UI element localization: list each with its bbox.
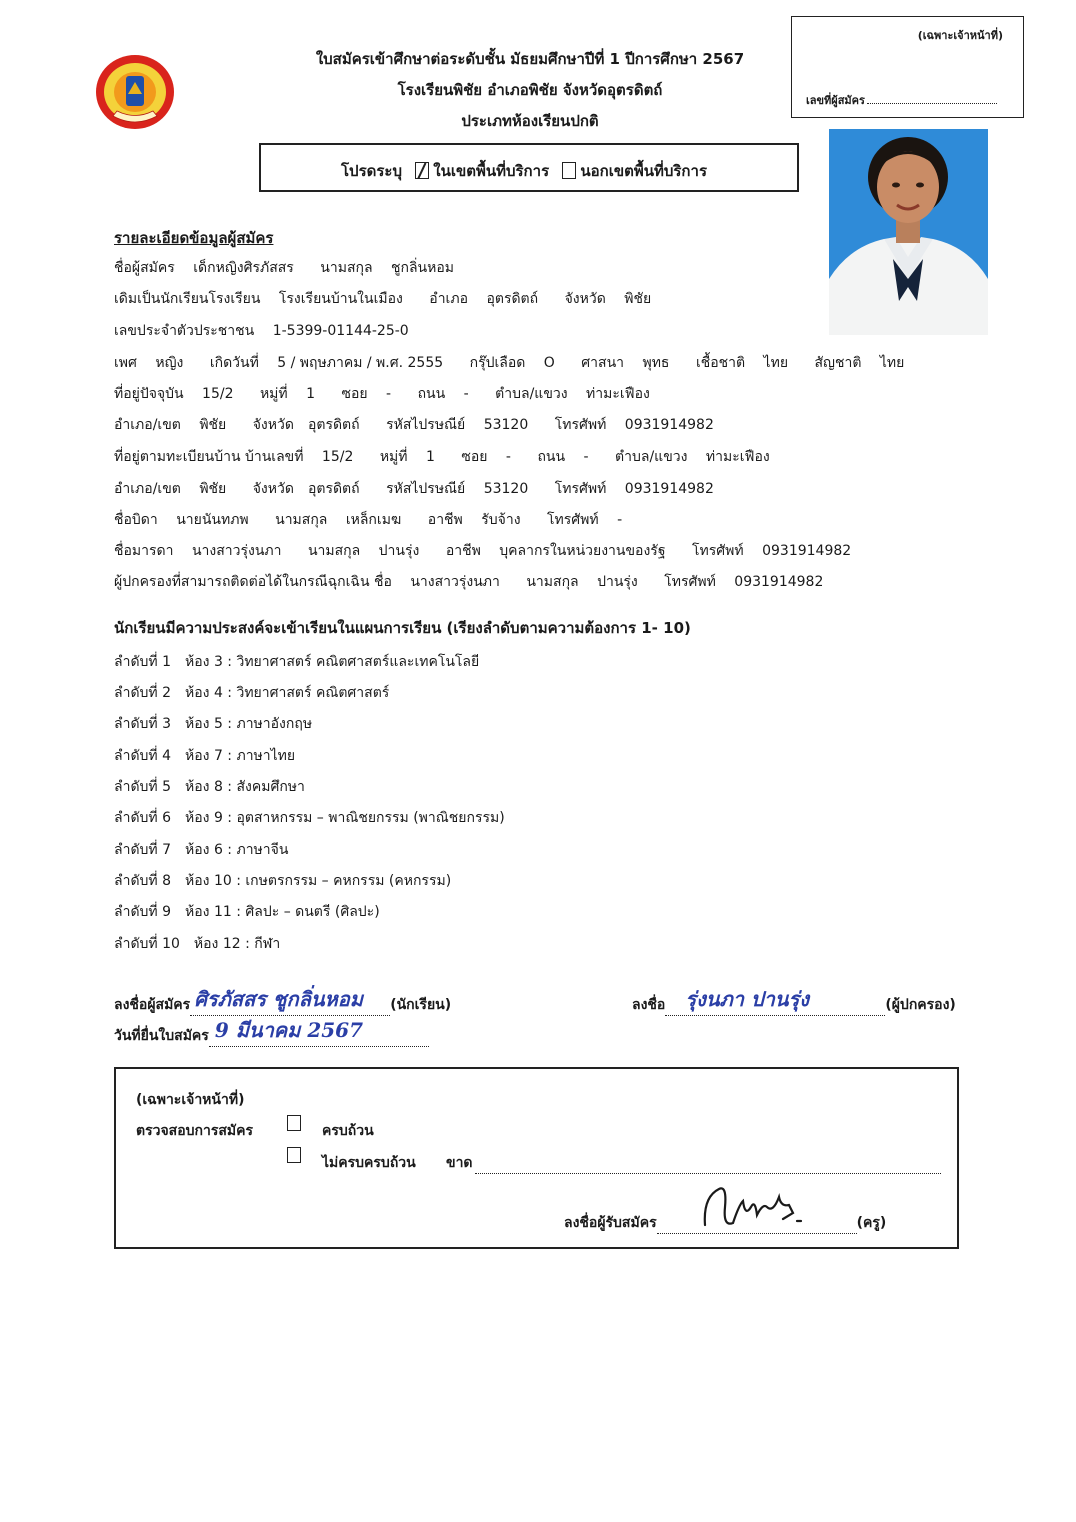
preference-rank: ลำดับที่ 8 (114, 873, 172, 889)
mother-row (114, 540, 873, 562)
id-row (114, 320, 431, 342)
in-area-label: ในเขตพื้นที่บริการ (433, 162, 550, 180)
preference-rank: ลำดับที่ 7 (114, 842, 172, 858)
incomplete-checkbox[interactable] (287, 1147, 301, 1163)
preference-room[interactable]: ห้อง 11 : ศิลปะ – ดนตรี (ศิลปะ) (185, 904, 380, 920)
guardian-signature-line (632, 987, 956, 1016)
blood-label: กรุ๊ปเลือด (469, 355, 526, 371)
registered-soi[interactable]: - (505, 449, 511, 465)
registered-amphoe[interactable]: พิชัย (199, 481, 227, 497)
missing-input[interactable] (475, 1156, 941, 1174)
registered-province[interactable]: อุตรดิตถ์ (307, 481, 360, 497)
applicant-no-field (806, 91, 997, 109)
surname-label: นามสกุล (275, 512, 328, 528)
registered-postcode[interactable]: 53120 (483, 481, 529, 497)
surname-label: นามสกุล (526, 574, 579, 590)
birth-date[interactable]: 5 / พฤษภาคม / พ.ศ. 2555 (277, 355, 444, 371)
road-label: ถนน (537, 449, 566, 465)
amphoe-label: อำเภอ/เขต (114, 481, 181, 497)
postcode-label: รหัสไปรษณีย์ (386, 417, 466, 433)
guardian-signature: รุ่งนภา ปานรุ่ง (685, 987, 809, 1011)
soi-label: ซอย (341, 386, 368, 402)
current-address-label: ที่อยู่ปัจจุบัน (114, 386, 184, 402)
room-type: ประเภทห้องเรียนปกติ (461, 112, 599, 130)
current-house-no[interactable]: 15/2 (202, 386, 234, 402)
applicant-photo (829, 129, 988, 335)
application-date-line (114, 1018, 429, 1047)
preference-rank: ลำดับที่ 6 (114, 810, 172, 826)
phone-label: โทรศัพท์ (692, 543, 744, 559)
staff-only-box (791, 16, 1024, 118)
registered-house-no[interactable]: 15/2 (321, 449, 354, 465)
registered-road[interactable]: - (583, 449, 589, 465)
missing-field (446, 1152, 941, 1174)
application-date: 9 มีนาคม 2567 (214, 1018, 363, 1042)
father-name[interactable]: นายนันทภพ (176, 512, 249, 528)
preference-room[interactable]: ห้อง 6 : ภาษาจีน (185, 842, 289, 858)
road-label: ถนน (417, 386, 446, 402)
current-province[interactable]: อุตรดิตถ์ (307, 417, 360, 433)
mother-phone[interactable]: 0931914982 (762, 543, 852, 559)
applicant-signature: ศิรภัสสร ชูกลิ่นหอม (194, 987, 363, 1011)
section-title: รายละเอียดข้อมูลผู้สมัคร (114, 229, 274, 247)
phone-label: โทรศัพท์ (554, 417, 607, 433)
current-soi[interactable]: - (386, 386, 392, 402)
surname-label: นามสกุล (307, 543, 361, 559)
check-label: ตรวจสอบการสมัคร (136, 1123, 254, 1139)
blood-type[interactable]: O (543, 355, 555, 371)
mother-surname[interactable]: ปานรุ่ง (378, 543, 420, 559)
preference-row (114, 870, 465, 892)
current-tambon[interactable]: ท่ามะเฟือง (586, 386, 650, 402)
national-id[interactable]: 1-5399-01144-25-0 (272, 323, 409, 339)
applicant-signature-suffix: (นักเรียน) (390, 997, 452, 1013)
applicant-no-input[interactable] (867, 103, 997, 104)
registered-address-label: ที่อยู่ตามทะเบียนบ้าน บ้านเลขที่ (114, 449, 304, 465)
preference-row (114, 839, 302, 861)
guardian-label: ผู้ปกครองที่สามารถติดต่อได้ในกรณีฉุกเฉิน ชื่อ (114, 574, 392, 590)
nationality[interactable]: ไทย (879, 355, 905, 371)
application-date-label: วันที่ยื่นใบสมัคร (114, 1028, 209, 1044)
guardian-signature-field[interactable] (665, 987, 885, 1016)
preference-rank: ลำดับที่ 4 (114, 748, 172, 764)
father-job[interactable]: รับจ้าง (481, 512, 521, 528)
out-area-label: นอกเขตพื้นที่บริการ (580, 162, 707, 180)
amphoe-label: อำเภอ (429, 291, 468, 307)
receiver-signature-line (564, 1212, 886, 1234)
mother-label: ชื่อมารดา (114, 543, 174, 559)
moo-label: หมู่ที่ (379, 449, 408, 465)
phone-label: โทรศัพท์ (554, 481, 607, 497)
nationality-label: สัญชาติ (814, 355, 862, 371)
mother-job[interactable]: บุคลากรในหน่วยงานของรัฐ (499, 543, 666, 559)
registered-tambon[interactable]: ท่ามะเฟือง (705, 449, 770, 465)
preference-room[interactable]: ห้อง 9 : อุตสาหกรรม – พาณิชยกรรม (พาณิชยกรรม) (185, 810, 505, 826)
religion-label: ศาสนา (581, 355, 625, 371)
preference-rank: ลำดับที่ 9 (114, 904, 172, 920)
religion[interactable]: พุทธ (642, 355, 670, 371)
school-logo (95, 54, 175, 130)
preference-rank: ลำดับที่ 2 (114, 685, 172, 701)
father-row (114, 509, 644, 531)
surname-label: นามสกุล (320, 260, 373, 276)
preference-room[interactable]: ห้อง 12 : กีฬา (193, 936, 281, 952)
applicant-name-row (114, 257, 476, 279)
former-school-label: เดิมเป็นนักเรียนโรงเรียน (114, 291, 261, 307)
amphoe-label: อำเภอ/เขต (114, 417, 181, 433)
registered-address-row1 (114, 446, 792, 468)
job-label: อาชีพ (427, 512, 463, 528)
former-school[interactable]: โรงเรียนบ้านในเมือง (278, 291, 403, 307)
form-title: ใบสมัครเข้าศึกษาต่อระดับชั้น มัธยมศึกษาปีที่ 1 ปีการศึกษา 2567 (315, 50, 745, 68)
receiver-signature-suffix: (ครู) (856, 1215, 887, 1231)
incomplete-label: ไม่ครบครบถ้วน (322, 1155, 416, 1171)
out-area-checkbox[interactable] (562, 162, 576, 179)
sex-value[interactable]: หญิง (155, 355, 184, 371)
guardian-row (114, 571, 845, 593)
current-moo[interactable]: 1 (306, 386, 316, 402)
preference-row (114, 807, 519, 829)
preference-row (114, 901, 394, 923)
preference-room[interactable]: ห้อง 5 : ภาษาอังกฤษ (185, 716, 313, 732)
preference-rank: ลำดับที่ 1 (114, 654, 172, 670)
former-school-row (114, 288, 673, 310)
preference-room[interactable]: ห้อง 4 : วิทยาศาสตร์ คณิตศาสตร์ (185, 685, 390, 701)
complete-label: ครบถ้วน (322, 1123, 374, 1139)
guardian-name[interactable]: นางสาวรุ่งนภา (410, 574, 500, 590)
receiver-signature-field[interactable] (657, 1216, 857, 1234)
preference-row (114, 713, 326, 735)
born-label: เกิดวันที่ (209, 355, 259, 371)
applicant-signature-label: ลงชื่อผู้สมัคร (114, 997, 191, 1013)
phone-label: โทรศัพท์ (547, 512, 599, 528)
preference-rank: ลำดับที่ 5 (114, 779, 172, 795)
preference-room[interactable]: ห้อง 3 : วิทยาศาสตร์ คณิตศาสตร์และเทคโนโลยี (185, 654, 480, 670)
applicant-no-label: เลขที่ผู้สมัคร (806, 94, 865, 107)
moo-label: หมู่ที่ (259, 386, 288, 402)
school-name: โรงเรียนพิชัย อำเภอพิชัย จังหวัดอุตรดิตถ์ (397, 81, 663, 99)
current-road[interactable]: - (463, 386, 469, 402)
complete-checkbox[interactable] (287, 1115, 301, 1131)
in-area-checkbox[interactable] (415, 162, 429, 179)
preference-row (114, 651, 493, 673)
guardian-signature-suffix: (ผู้ปกครอง) (885, 997, 956, 1013)
soi-label: ซอย (461, 449, 488, 465)
father-phone[interactable]: - (617, 512, 623, 528)
personal-row (114, 352, 926, 374)
current-amphoe[interactable]: พิชัย (199, 417, 227, 433)
preference-room[interactable]: ห้อง 10 : เกษตรกรรม – คหกรรม (คหกรรม) (185, 873, 452, 889)
area-selection (259, 143, 799, 192)
preference-row (114, 682, 403, 704)
tambon-label: ตำบล/แขวง (495, 386, 568, 402)
postcode-label: รหัสไปรษณีย์ (386, 481, 466, 497)
registered-phone[interactable]: 0931914982 (624, 481, 714, 497)
sex-label: เพศ (114, 355, 137, 371)
preference-room[interactable]: ห้อง 7 : ภาษาไทย (185, 748, 296, 764)
name-label: ชื่อผู้สมัคร (114, 260, 175, 276)
applicant-signature-line (114, 987, 452, 1016)
registered-moo[interactable]: 1 (425, 449, 435, 465)
staff-check-title: (เฉพาะเจ้าหน้าที่) (136, 1092, 245, 1108)
preference-row (114, 933, 294, 955)
application-date-field[interactable] (209, 1018, 429, 1047)
province-label: จังหวัด (252, 481, 294, 497)
missing-label: ขาด (446, 1155, 473, 1171)
guardian-surname[interactable]: ปานรุ่ง (597, 574, 638, 590)
guardian-phone[interactable]: 0931914982 (734, 574, 824, 590)
preference-rank: ลำดับที่ 10 (114, 936, 180, 952)
id-label: เลขประจำตัวประชาชน (114, 323, 255, 339)
race-label: เชื้อชาติ (695, 355, 746, 371)
province-label: จังหวัด (564, 291, 606, 307)
receiver-signature (697, 1177, 817, 1235)
former-school-amphoe[interactable]: อุตรดิตถ์ (486, 291, 539, 307)
current-address-row1 (114, 383, 672, 405)
area-prompt: โปรดระบุ (341, 162, 403, 180)
phone-label: โทรศัพท์ (664, 574, 716, 590)
province-label: จังหวัด (252, 417, 294, 433)
preference-row (114, 776, 319, 798)
guardian-signature-label: ลงชื่อ (632, 997, 666, 1013)
staff-check-box (114, 1067, 959, 1249)
current-phone[interactable]: 0931914982 (624, 417, 714, 433)
applicant-surname[interactable]: ชูกลิ่นหอม (391, 260, 454, 276)
current-address-row2 (114, 414, 736, 436)
preferences-title: นักเรียนมีความประสงค์จะเข้าเรียนในแผนการเรียน (เรียงลำดับตามความต้องการ 1- 10) (114, 619, 691, 637)
staff-only-label: (เฉพาะเจ้าหน้าที่) (917, 29, 1003, 42)
job-label: อาชีพ (445, 543, 481, 559)
preference-room[interactable]: ห้อง 8 : สังคมศึกษา (185, 779, 305, 795)
former-school-province[interactable]: พิชัย (624, 291, 652, 307)
father-label: ชื่อบิดา (114, 512, 158, 528)
receiver-signature-label: ลงชื่อผู้รับสมัคร (564, 1215, 657, 1231)
registered-address-row2 (114, 478, 736, 500)
applicant-name[interactable]: เด็กหญิงศิรภัสสร (193, 260, 294, 276)
tambon-label: ตำบล/แขวง (615, 449, 688, 465)
current-postcode[interactable]: 53120 (483, 417, 529, 433)
preference-rank: ลำดับที่ 3 (114, 716, 172, 732)
preference-row (114, 745, 309, 767)
father-surname[interactable]: เหล็กเมฆ (345, 512, 402, 528)
race[interactable]: ไทย (763, 355, 789, 371)
mother-name[interactable]: นางสาวรุ่งนภา (191, 543, 282, 559)
